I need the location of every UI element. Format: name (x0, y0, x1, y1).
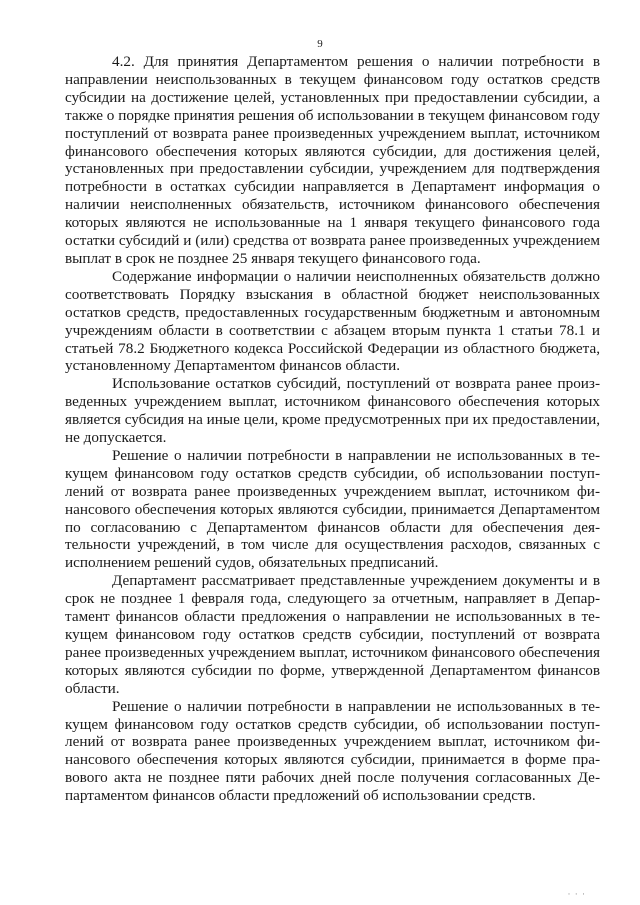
page-number: 9 (317, 38, 323, 50)
paragraph-use-restriction: Использование остатков субсидий, поступлений от возврата ранее произведенных учреждением выплат, источником финансового обеспечения которых является субсидия на иные цели, кроме предусмотренных при их предоставлении, не допускается. (65, 375, 600, 447)
paragraph-decision-approval: Решение о наличии потребности в направлении не использованных в текущем финансовом году остатков средств субсидии, об использовании поступлений от возврата ранее произведенных учреждением выплат, источником финансового обеспечения которых являются субсидии, принимается Департаментом по согласованию с Департаментом финансов области для обеспечения деятельности учреждений, в том числе для осуществления расходов, связанных с исполнением решений судов, обязательных предписаний. (65, 446, 600, 572)
corner-mark: · · · (567, 889, 586, 899)
paragraph-department-review: Департамент рассматривает представленные учреждением документы и в срок не позднее 1 февраля года, следующего за отчетным, направляет в Департамент финансов области предложения о направлении не использованных в текущем финансовом году остатков средств субсидии, поступлений от возврата ранее произведенных учреждением выплат, источником финансового обеспечения которых являются субсидии по форме, утвержденной Департаментом финансов области. (65, 572, 600, 697)
paragraph-4-2: 4.2. Для принятия Департаментом решения о наличии потребности в направлении неиспользованных в текущем финансовом году остатков средств субсидии на достижение целей, установленных при предоставлении субсидии, а также о порядке принятия решения об использовании в текущем финансовом году поступлений от возврата ранее произведенных учреждением выплат, источником финансового обеспечения которых являются субсидии, для достижения целей, установленных при предоставлении субсидии, учреждением для подтверждения потребности в остатках субсидии направляется в Департамент информация о наличии неисполненных обязательств, источником финансового обеспечения которых являются не использованные на 1 января текущего финансового года остатки субсидий и (или) средства от возврата ранее произведенных учреждением выплат в срок не позднее 25 января текущего финансового года. (65, 53, 600, 267)
body-text (65, 53, 600, 805)
paragraph-information-content: Содержание информации о наличии неисполненных обязательств должно соответствовать Порядку взыскания в областной бюджет неиспользованных остатков средств, предоставленных государственным бюджетным и автономным учреждениям области в соответствии с абзацем вторым пункта 1 статьи 78.1 и статьей 78.2 Бюджетного кодекса Российской Федерации из областного бюджета, установленному Департаментом финансов области. (65, 267, 600, 375)
paragraph-legal-act: Решение о наличии потребности в направлении не использованных в текущем финансовом году остатков средств субсидии, об использовании поступлений от возврата ранее произведенных учреждением выплат, источником финансового обеспечения которых являются субсидии, принимается в форме правового акта не позднее пяти рабочих дней после получения согласованных Департаментом финансов области предложений об использовании средств. (65, 697, 600, 805)
